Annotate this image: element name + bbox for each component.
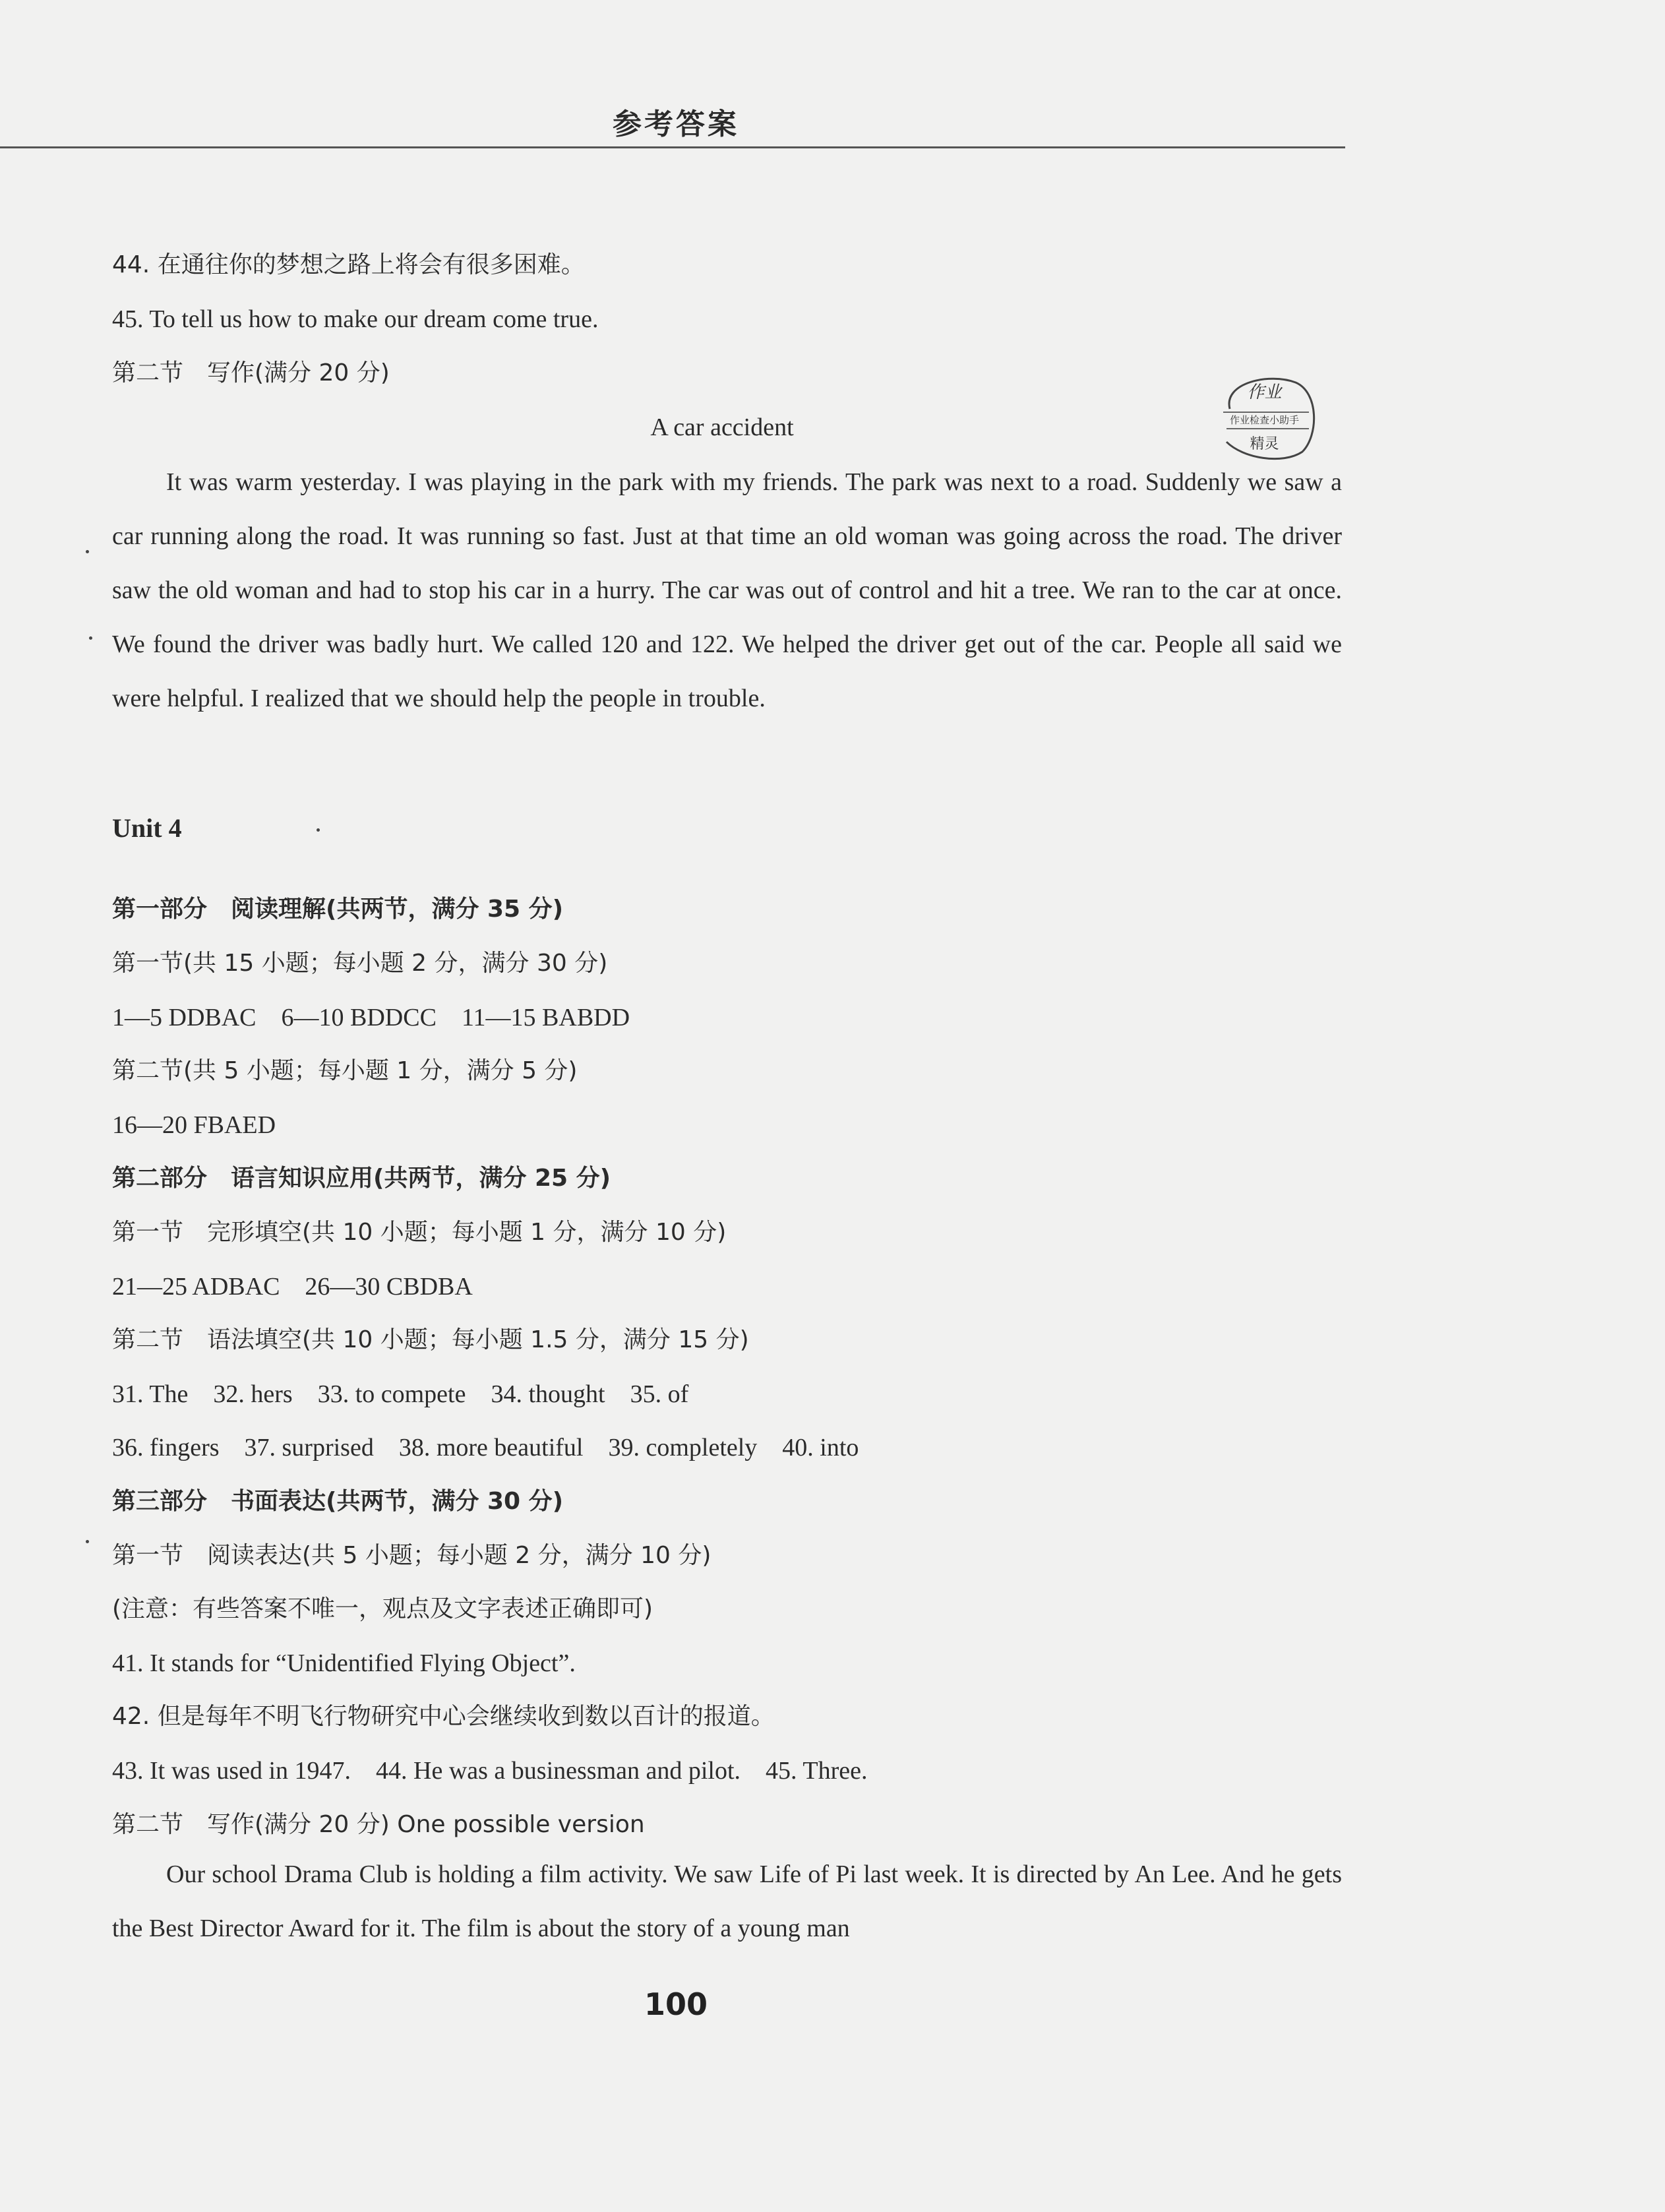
essay-1-body — [112, 455, 1342, 725]
part-2-section-2-answers-a: 31. The 32. hers 33. to compete 34. thought 35. of — [112, 1380, 689, 1408]
scan-speck — [86, 550, 89, 553]
stamp-line-3: 精灵 — [1250, 436, 1279, 452]
part-2-section-2-answers-b: 36. fingers 37. surprised 38. more beautiful 39. completely 40. into — [112, 1434, 859, 1461]
unit-4-title: Unit 4 — [112, 813, 182, 843]
answer-42: 42. 但是每年不明飞行物研究中心会继续收到数以百计的报道。 — [112, 1703, 775, 1730]
part-2-section-2-heading: 第二节 语法填空(共 10 小题；每小题 1.5 分，满分 15 分) — [112, 1326, 749, 1353]
part-2-heading: 第二部分 语言知识应用(共两节，满分 25 分) — [112, 1165, 611, 1192]
scan-speck — [86, 1540, 89, 1543]
scan-speck — [89, 636, 92, 640]
answer-45: 45. To tell us how to make our dream come true. — [112, 305, 599, 333]
part-3-section-2-heading: 第二节 写作(满分 20 分) One possible version — [112, 1811, 645, 1838]
part-1-section-2-answers: 16—20 FBAED — [112, 1111, 276, 1139]
part-1-section-2-heading: 第二节(共 5 小题；每小题 1 分，满分 5 分) — [112, 1057, 578, 1084]
stamp-line-1: 作业 — [1247, 383, 1282, 402]
part-1-heading: 第一部分 阅读理解(共两节，满分 35 分) — [112, 896, 564, 923]
header-divider — [0, 146, 1345, 148]
part-2-section-1-answers: 21—25 ADBAC 26—30 CBDBA — [112, 1273, 473, 1301]
essay-1-paragraph: It was warm yesterday. I was playing in the park with my friends. The park was next to a road. Suddenly we saw a car running along the road. It was running so fast. Just at that time an old woman was going across the road. The driver saw the old woman and had to stop his car in a hurry. The car was out of control and hit a tree. We ran to the car at once. We found the driver was badly hurt. We called 120 and 122. We helped the driver get out of the car. People all said we were helpful. I realized that we should help the people in trouble. — [112, 468, 1342, 712]
writing-section-heading: 第二节 写作(满分 20 分) — [112, 359, 390, 386]
part-3-note: (注意：有些答案不唯一，观点及文字表述正确即可) — [112, 1595, 653, 1622]
essay-title: A car accident — [650, 414, 794, 441]
scan-speck — [317, 828, 320, 832]
answers-43-45: 43. It was used in 1947. 44. He was a businessman and pilot. 45. Three. — [112, 1757, 868, 1785]
essay-2-body — [112, 1847, 1342, 1955]
part-2-section-1-heading: 第一节 完形填空(共 10 小题；每小题 1 分，满分 10 分) — [112, 1219, 727, 1246]
page-number: 100 — [644, 1986, 708, 2022]
part-1-section-1-heading: 第一节(共 15 小题；每小题 2 分，满分 30 分) — [112, 950, 608, 977]
stamp-line-2: 作业检查小助手 — [1229, 414, 1299, 426]
answer-44: 44. 在通往你的梦想之路上将会有很多困难。 — [112, 251, 585, 278]
page-header-title: 参考答案 — [613, 108, 739, 141]
essay-2-paragraph: Our school Drama Club is holding a film activity. We saw Life of Pi last week. It is directed by An Lee. And he gets the Best Director Award for it. The film is about the story of a young man — [112, 1860, 1342, 1942]
part-3-heading: 第三部分 书面表达(共两节，满分 30 分) — [112, 1488, 564, 1515]
answer-41: 41. It stands for “Unidentified Flying Object”. — [112, 1649, 576, 1677]
part-3-section-1-heading: 第一节 阅读表达(共 5 小题；每小题 2 分，满分 10 分) — [112, 1542, 711, 1569]
part-1-section-1-answers: 1—5 DDBAC 6—10 BDDCC 11—15 BABDD — [112, 1004, 630, 1031]
